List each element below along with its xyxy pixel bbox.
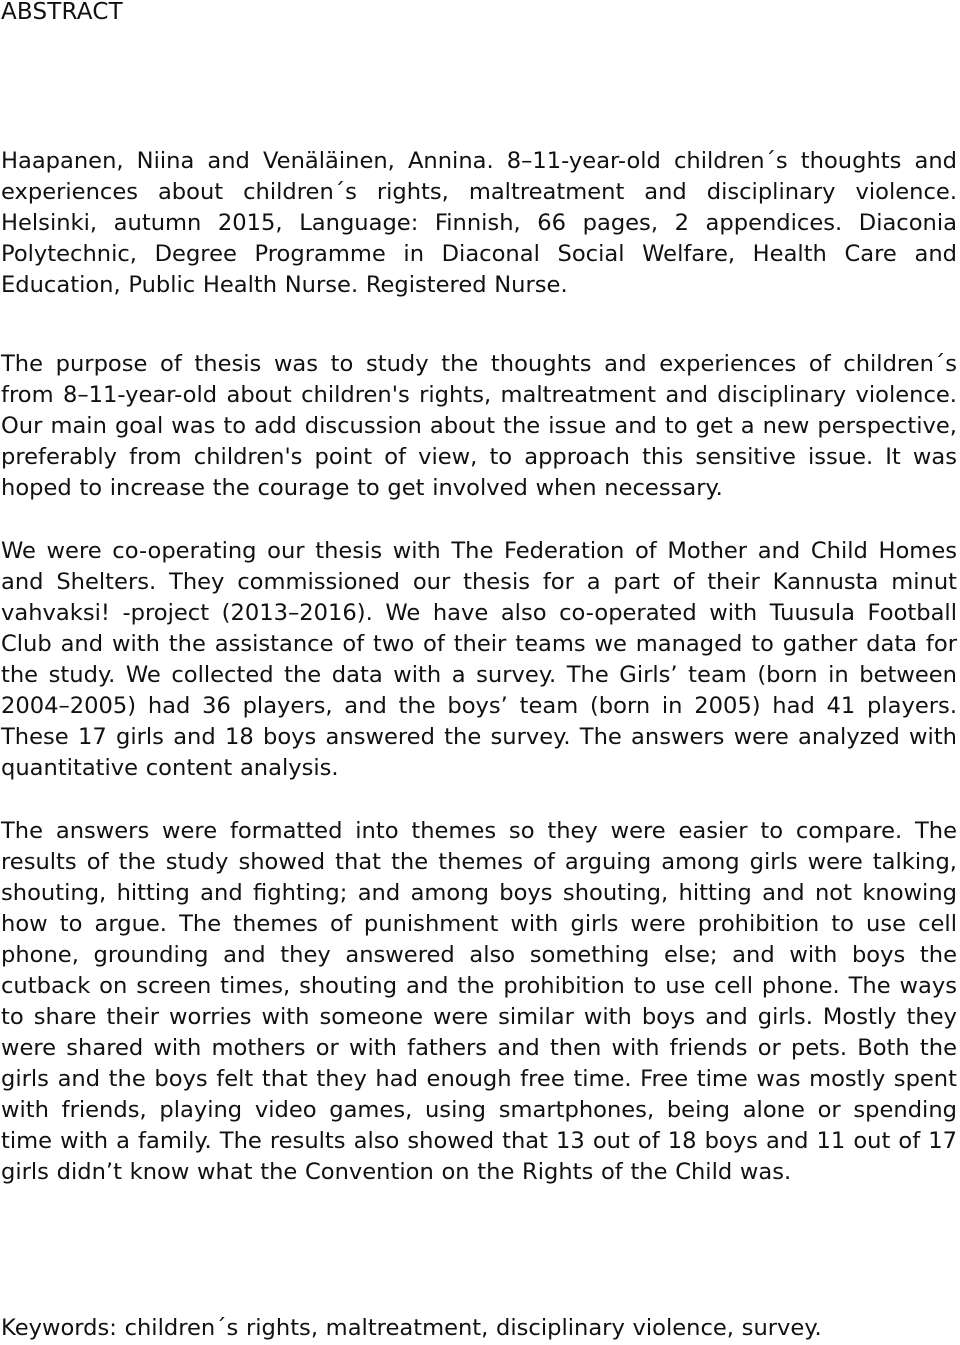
page-title: ABSTRACT bbox=[1, 0, 123, 25]
results-paragraph: The answers were formatted into themes so they were easier to compare. The results of the study showed that the themes of arguing among girls were talking, shouting, hitting and fighting; and among boys shouting, hitting and not knowing how to argue. The themes of punishment with girls were prohibition to use cell phone, grounding and they answered also something else; and with boys the cutback on screen times, shouting and the prohibition to use cell phone. The ways to share their worries with someone were similar with boys and girls. Mostly they were shared with mothers or with fathers and then with friends or pets. Both the girls and the boys felt that they had enough free time. Free time was mostly spent with friends, playing video games, using smartphones, being alone or spending time with a family. The results also showed that 13 out of 18 boys and 11 out of 17 girls didn’t know what the Convention on the Rights of the Child was. bbox=[1, 818, 957, 1185]
cooperation-paragraph: We were co-operating our thesis with The Federation of Mother and Child Homes and Shelters. They commissioned our thesis for a part of their Kannusta minut vahvaksi! -project (2013–2016). We have also co-operated with Tuusula Football Club and with the assistance of two of their teams we managed to gather data for the study. We collected the data with a survey. The Girls’ team (born in between 2004–2005) had 36 players, and the boys’ team (born in 2005) had 41 players. These 17 girls and 18 boys answered the survey. The answers were analyzed with quantitative content analysis. bbox=[1, 538, 957, 781]
keywords-line: Keywords: children´s rights, maltreatment, disciplinary violence, survey. bbox=[1, 1315, 822, 1341]
purpose-paragraph: The purpose of thesis was to study the thoughts and experiences of children´s from 8–11-year-old about children's rights, maltreatment and disciplinary violence. Our main goal was to add discussion about the issue and to get a new perspective, preferably from children's point of view, to approach this sensitive issue. It was hoped to increase the courage to get involved when necessary. bbox=[1, 351, 957, 501]
citation-paragraph: Haapanen, Niina and Venäläinen, Annina. 8–11-year-old children´s thoughts and experiences about children´s rights, maltreatment and disciplinary violence. Helsinki, autumn 2015, Language: Finnish, 66 pages, 2 appendices. Diaconia Polytechnic, Degree Programme in Diaconal Social Welfare, Health Care and Education, Public Health Nurse. Registered Nurse. bbox=[1, 148, 957, 298]
